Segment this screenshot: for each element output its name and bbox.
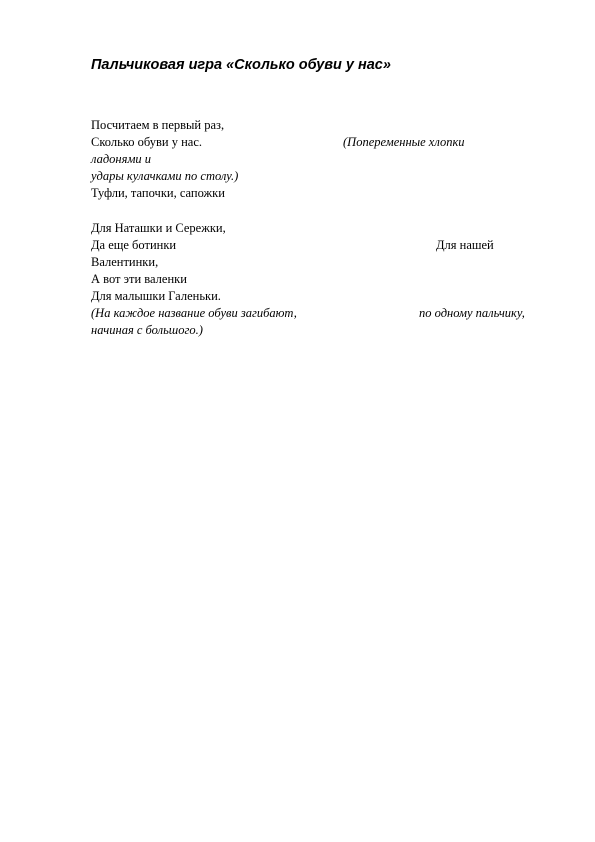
stanza2-line5: Для малышки Галеньки. — [91, 289, 221, 303]
stanza1-line3: Туфли, тапочки, сапожки — [91, 186, 225, 200]
stanza1-note-part3: удары кулачками по столу.) — [91, 169, 239, 183]
stanza1-line1: Посчитаем в первый раз, — [91, 118, 225, 132]
stanza1-note-part2: ладонями и — [91, 152, 152, 166]
page-title: Пальчиковая игра «Сколько обуви у нас» — [91, 57, 391, 73]
stanza2-note-part1-right: по одному пальчику, — [419, 306, 525, 320]
stanza1-note-part1: (Попеременные хлопки — [343, 135, 465, 149]
stanza2-line2-right: Для нашей — [436, 238, 494, 252]
stanza1-line2: Сколько обуви у нас. — [91, 135, 202, 149]
stanza2-line1: Для Наташки и Сережки, — [91, 221, 226, 235]
stanza2-note-part2: начиная с большого.) — [91, 323, 203, 337]
stanza2-note-part1: (На каждое название обуви загибают, — [91, 306, 297, 320]
stanza2-line2: Да еще ботинки — [91, 238, 177, 252]
stanza2-line3: Валентинки, — [91, 255, 159, 269]
stanza2-line4: А вот эти валенки — [91, 272, 187, 286]
